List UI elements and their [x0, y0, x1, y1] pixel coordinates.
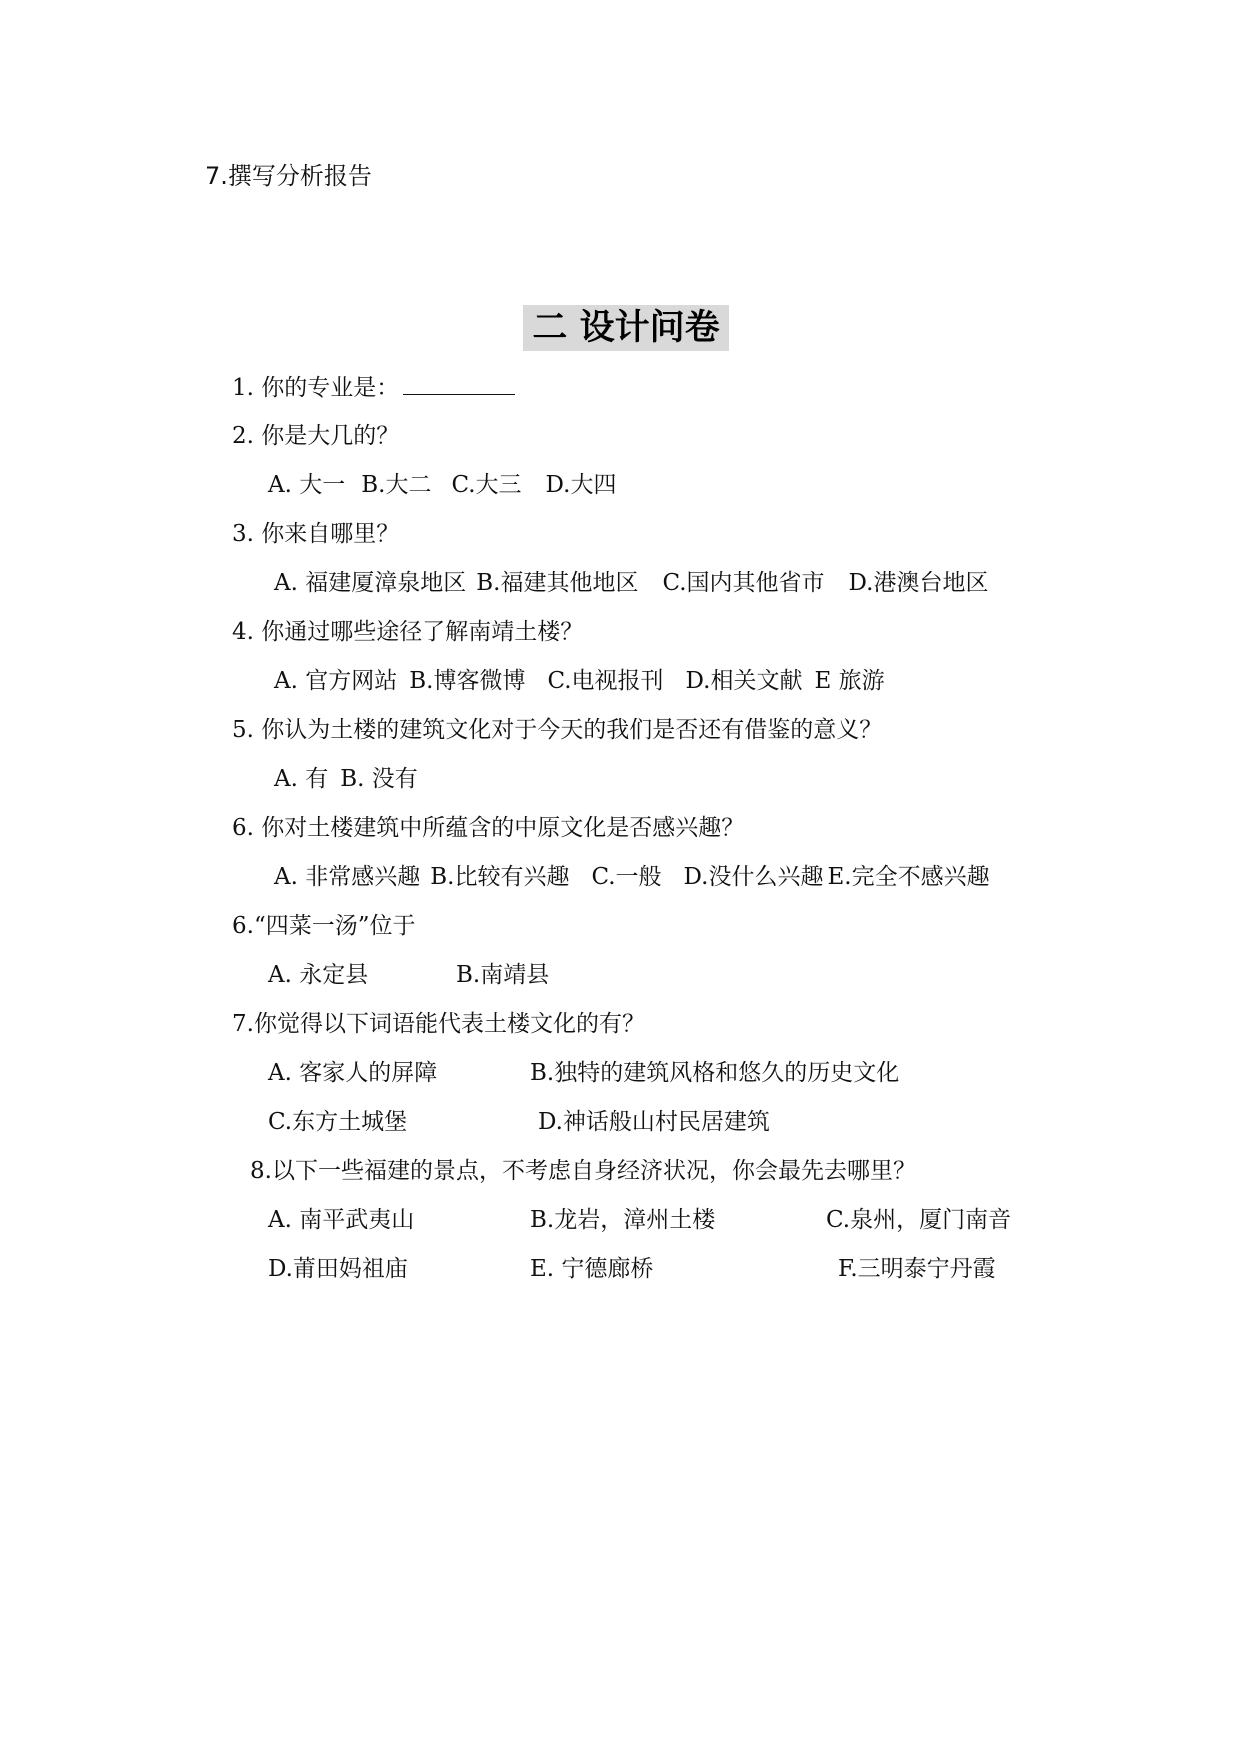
option: B. 没有	[340, 766, 418, 792]
option: D.港澳台地区	[848, 570, 989, 596]
option: A. 永定县	[268, 962, 369, 988]
question-7-options-row1	[268, 1058, 899, 1088]
option: A. 官方网站	[274, 668, 398, 694]
option: E 旅游	[814, 668, 885, 694]
question-1	[232, 372, 515, 403]
question-6-options	[274, 862, 990, 892]
option: C.泉州，厦门南音	[826, 1207, 1012, 1233]
option: D.莆田妈祖庙	[268, 1256, 408, 1282]
question-5-options	[274, 764, 418, 794]
question-4: 4. 你通过哪些途径了解南靖土楼？	[232, 619, 584, 645]
question-7: 7.你觉得以下词语能代表土楼文化的有？	[232, 1011, 645, 1037]
question-4-options	[274, 666, 885, 696]
question-8-options-row2	[268, 1254, 996, 1284]
section-title: 二 设计问卷	[523, 305, 729, 351]
option: C.东方土城堡	[268, 1109, 408, 1135]
option: C.一般	[591, 864, 662, 890]
option: E.完全不感兴趣	[827, 864, 990, 890]
option: B.博客微博	[409, 668, 526, 694]
question-6: 6. 你对土楼建筑中所蕴含的中原文化是否感兴趣？	[232, 815, 745, 841]
answer-blank	[403, 372, 515, 395]
option: B.福建其他地区	[476, 570, 639, 596]
option: B.龙岩，漳州土楼	[530, 1207, 716, 1233]
option: A. 有	[274, 766, 329, 792]
question-label: 1. 你的专业是：	[232, 375, 400, 401]
question-2: 2. 你是大几的？	[232, 423, 400, 449]
option: C.国内其他省市	[662, 570, 825, 596]
option: A. 南平武夷山	[268, 1207, 415, 1233]
option: D.神话般山村民居建筑	[538, 1109, 770, 1135]
option: F.三明泰宁丹霞	[838, 1256, 996, 1282]
question-8: 8.以下一些福建的景点，不考虑自身经济状况，你会最先去哪里？	[250, 1158, 916, 1184]
question-2-options	[268, 470, 616, 500]
option: A. 大一	[268, 472, 346, 498]
option: E. 宁德廊桥	[530, 1256, 654, 1282]
option: A. 福建厦漳泉地区	[274, 570, 467, 596]
option: C.电视报刊	[547, 668, 664, 694]
question-8-options-row1	[268, 1205, 1011, 1235]
question-7-options-row2	[268, 1107, 770, 1137]
option: A. 客家人的屏障	[268, 1060, 438, 1086]
report-step-heading: 7.撰写分析报告	[205, 162, 372, 190]
option: B.大二	[361, 472, 432, 498]
question-6b-options	[268, 960, 549, 990]
option: D.大四	[545, 472, 617, 498]
option: B.比较有兴趣	[430, 864, 570, 890]
option: C.大三	[451, 472, 522, 498]
option: B.独特的建筑风格和悠久的历史文化	[530, 1060, 900, 1086]
option: A. 非常感兴趣	[274, 864, 421, 890]
option: D.没什么兴趣	[683, 864, 824, 890]
question-6b: 6.“四菜一汤”位于	[232, 913, 416, 939]
option: D.相关文献	[685, 668, 803, 694]
question-3-options	[274, 568, 988, 598]
question-3: 3. 你来自哪里？	[232, 521, 400, 547]
question-5: 5. 你认为土楼的建筑文化对于今天的我们是否还有借鉴的意义？	[232, 717, 883, 743]
option: B.南靖县	[456, 962, 550, 988]
